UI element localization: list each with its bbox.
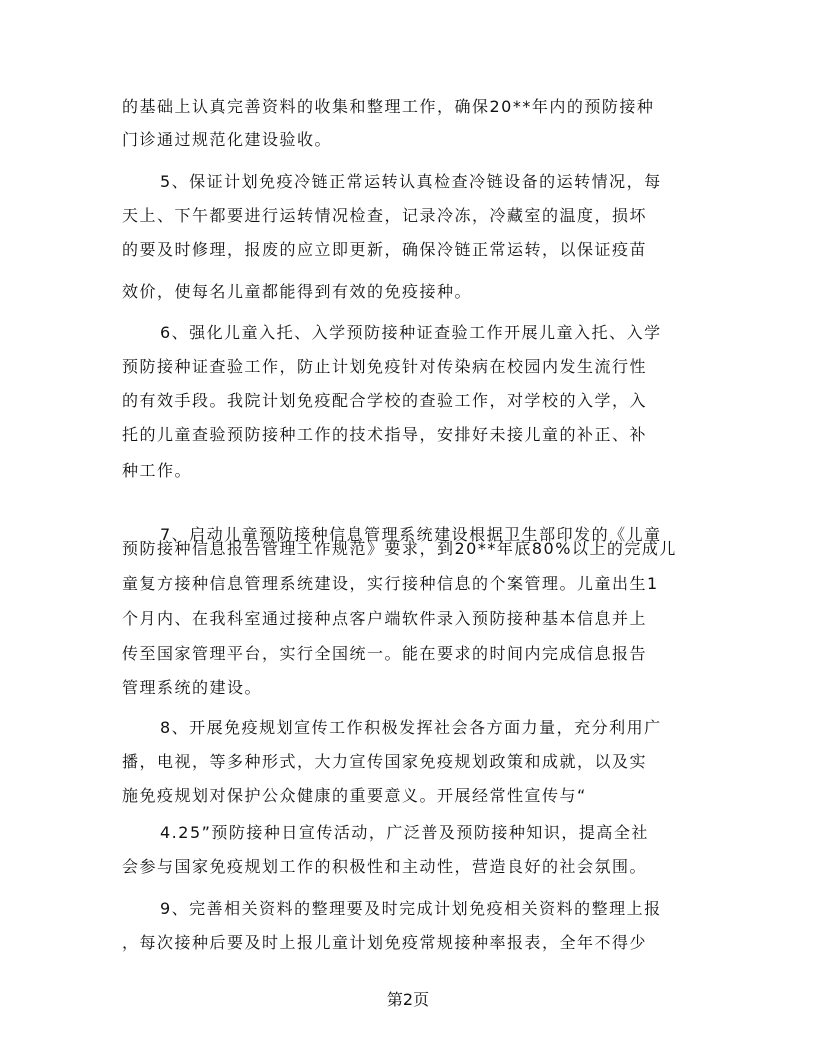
text-line: 的有效手段。我院计划免疫配合学校的查验工作，对学校的入学，入 (122, 391, 648, 410)
text-line: 个月内、在我科室通过接种点客户端软件录入预防接种基本信息并上 (122, 609, 648, 628)
text-line: 9、完善相关资料的整理要及时完成计划免疫相关资料的整理上报 (160, 899, 662, 918)
text-line: 天上、下午都要进行运转情况检查，记录冷冻，冷藏室的温度，损坏 (122, 206, 648, 225)
text-line: 童复方接种信息管理系统建设，实行接种信息的个案管理。儿童出生1 (122, 574, 659, 593)
page-number: 第2页 (386, 990, 430, 1009)
text-line: 的基础上认真完善资料的收集和整理工作，确保20**年内的预防接种 (122, 97, 655, 116)
text-line: 7、启动儿童预防接种信息管理系统建设根据卫生部印发的《儿童 (160, 525, 662, 544)
text-line: 预防接种证查验工作，防止计划免疫针对传染病在校园内发生流行性 (122, 357, 648, 376)
text-line: 播，电视，等多种形式，大力宣传国家免疫规划政策和成就，以及实 (122, 752, 648, 771)
text-line: 会参与国家免疫规划工作的积极性和主动性，营造良好的社会氛围。 (122, 857, 648, 876)
text-line: 的要及时修理，报废的应立即更新，确保冷链正常运转，以保证疫苗 (122, 240, 648, 259)
text-line: 传至国家管理平台，实行全国统一。能在要求的时间内完成信息报告 (122, 644, 648, 663)
text-line: 4.25”预防接种日宣传活动，广泛普及预防接种知识，提高全社 (160, 823, 649, 842)
text-line: 种工作。 (122, 461, 193, 480)
text-line: 门诊通过规范化建设验收。 (122, 130, 333, 149)
text-line: 8、开展免疫规划宣传工作积极发挥社会各方面力量，充分利用广 (160, 718, 662, 737)
text-line: 6、强化儿童入托、入学预防接种证查验工作开展儿童入托、入学 (160, 323, 662, 342)
text-line: 施免疫规划对保护公众健康的重要意义。开展经常性宣传与“ (122, 786, 587, 805)
text-line: 托的儿童查验预防接种工作的技术指导，安排好未接儿童的补正、补 (122, 425, 648, 444)
text-line: 管理系统的建设。 (122, 678, 263, 697)
text-line: 预防接种信息报告管理工作规范》要求，到20**年底80%以上的完成儿 (122, 539, 677, 558)
text-line: ，每次接种后要及时上报儿童计划免疫常规接种率报表，全年不得少 (122, 933, 648, 952)
text-line: 5、保证计划免疫冷链正常运转认真检查冷链设备的运转情况，每 (160, 172, 662, 191)
text-line: 效价，使每名儿童都能得到有效的免疫接种。 (122, 282, 473, 301)
